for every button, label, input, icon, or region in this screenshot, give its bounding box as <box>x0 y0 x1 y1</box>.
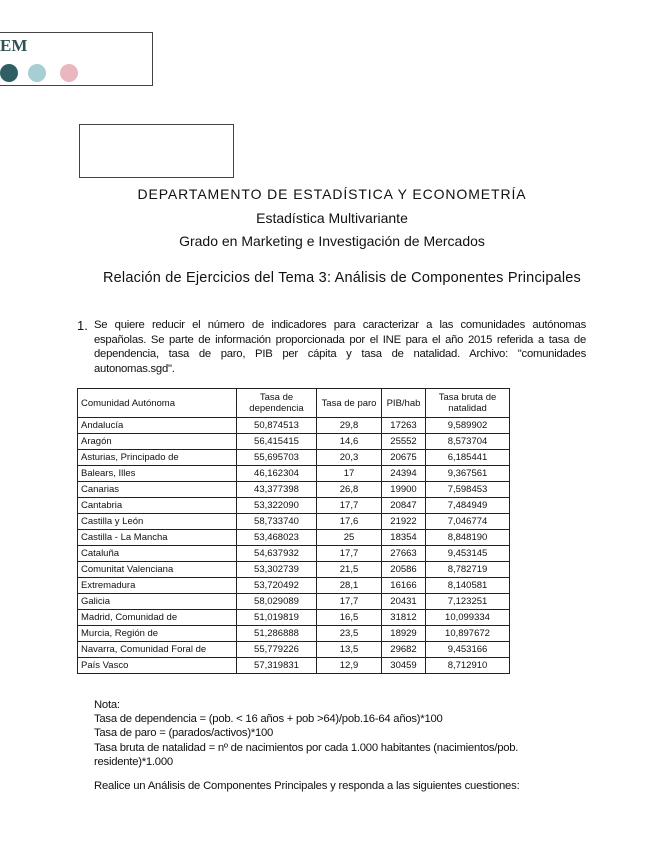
value-cell: 20675 <box>382 450 426 466</box>
value-cell: 53,720492 <box>237 578 317 594</box>
value-cell: 29682 <box>382 642 426 658</box>
value-cell: 20,3 <box>317 450 382 466</box>
logo-text: EM <box>0 36 28 55</box>
value-cell: 56,415415 <box>237 434 317 450</box>
region-name-cell: Andalucía <box>78 418 237 434</box>
value-cell: 6,185441 <box>426 450 510 466</box>
table-row <box>78 546 510 562</box>
value-cell: 29,8 <box>317 418 382 434</box>
value-cell: 20431 <box>382 594 426 610</box>
table-row <box>78 658 510 674</box>
value-cell: 7,484949 <box>426 498 510 514</box>
region-name-cell: Madrid, Comunidad de <box>78 610 237 626</box>
value-cell: 57,319831 <box>237 658 317 674</box>
value-cell: 25 <box>317 530 382 546</box>
note-line: Tasa de dependencia = (pob. < 16 años + pob >64)/pob.16-64 años)*100 <box>94 713 443 726</box>
table-body <box>78 418 510 674</box>
value-cell: 30459 <box>382 658 426 674</box>
value-cell: 10,897672 <box>426 626 510 642</box>
header-cell: Tasa de dependencia <box>237 389 317 418</box>
value-cell: 7,046774 <box>426 514 510 530</box>
region-name-cell: Asturias, Principado de <box>78 450 237 466</box>
table-row <box>78 514 510 530</box>
value-cell: 21922 <box>382 514 426 530</box>
region-name-cell: Comunitat Valenciana <box>78 562 237 578</box>
region-name-cell: Galicia <box>78 594 237 610</box>
exercise-number: 1. <box>77 318 88 333</box>
table-row <box>78 562 510 578</box>
value-cell: 17,7 <box>317 546 382 562</box>
data-table <box>77 388 510 674</box>
table-row <box>78 642 510 658</box>
region-name-cell: Aragón <box>78 434 237 450</box>
table-row <box>78 498 510 514</box>
region-name-cell: Navarra, Comunidad Foral de <box>78 642 237 658</box>
region-name-cell: Castilla y León <box>78 514 237 530</box>
value-cell: 55,695703 <box>237 450 317 466</box>
table-row <box>78 626 510 642</box>
value-cell: 14,6 <box>317 434 382 450</box>
value-cell: 58,733740 <box>237 514 317 530</box>
value-cell: 51,286888 <box>237 626 317 642</box>
table-row <box>78 610 510 626</box>
relation-title: Relación de Ejercicios del Tema 3: Análisis de Componentes Principales <box>103 270 581 286</box>
value-cell: 8,712910 <box>426 658 510 674</box>
value-cell: 17,7 <box>317 594 382 610</box>
table-header-row <box>78 389 510 418</box>
table-row <box>78 482 510 498</box>
value-cell: 13,5 <box>317 642 382 658</box>
notes-block <box>94 698 589 769</box>
instruction-text: Realice un Análisis de Componentes Principales y responda a las siguientes cuestiones: <box>94 780 520 792</box>
region-name-cell: País Vasco <box>78 658 237 674</box>
value-cell: 8,848190 <box>426 530 510 546</box>
value-cell: 46,162304 <box>237 466 317 482</box>
logo-dot-pink <box>60 64 78 82</box>
value-cell: 27663 <box>382 546 426 562</box>
logo-dot-dark-teal <box>0 64 18 82</box>
region-name-cell: Balears, Illes <box>78 466 237 482</box>
table-row <box>78 418 510 434</box>
value-cell: 7,598453 <box>426 482 510 498</box>
value-cell: 28,1 <box>317 578 382 594</box>
value-cell: 7,123251 <box>426 594 510 610</box>
region-name-cell: Cataluña <box>78 546 237 562</box>
value-cell: 10,099334 <box>426 610 510 626</box>
value-cell: 31812 <box>382 610 426 626</box>
value-cell: 20586 <box>382 562 426 578</box>
region-name-cell: Extremadura <box>78 578 237 594</box>
value-cell: 8,782719 <box>426 562 510 578</box>
header-cell: Tasa de paro <box>317 389 382 418</box>
region-name-cell: Cantabria <box>78 498 237 514</box>
header-cell: Tasa bruta de natalidad <box>426 389 510 418</box>
value-cell: 25552 <box>382 434 426 450</box>
exercise-text: Se quiere reducir el número de indicadores para caracterizar a las comunidades autónomas españolas. Se parte de información proporcionada por el INE para el año 2015 referida a tasa de dependencia, tasa de paro, PIB per cápita y tasa de natalidad. Archivo: "comunidades autonomas.sgd". <box>94 319 586 375</box>
table-row <box>78 594 510 610</box>
value-cell: 24394 <box>382 466 426 482</box>
value-cell: 53,302739 <box>237 562 317 578</box>
value-cell: 53,322090 <box>237 498 317 514</box>
value-cell: 54,637932 <box>237 546 317 562</box>
value-cell: 51,019819 <box>237 610 317 626</box>
value-cell: 26,8 <box>317 482 382 498</box>
value-cell: 58,029089 <box>237 594 317 610</box>
table-row <box>78 530 510 546</box>
header-cell: PIB/hab <box>382 389 426 418</box>
value-cell: 17,7 <box>317 498 382 514</box>
value-cell: 43,377398 <box>237 482 317 498</box>
value-cell: 9,453145 <box>426 546 510 562</box>
value-cell: 50,874513 <box>237 418 317 434</box>
value-cell: 55,779226 <box>237 642 317 658</box>
value-cell: 18929 <box>382 626 426 642</box>
value-cell: 19900 <box>382 482 426 498</box>
value-cell: 17263 <box>382 418 426 434</box>
table-row <box>78 466 510 482</box>
empty-box <box>79 124 234 178</box>
value-cell: 20847 <box>382 498 426 514</box>
value-cell: 16,5 <box>317 610 382 626</box>
degree-title: Grado en Marketing e Investigación de Mercados <box>179 233 485 249</box>
value-cell: 18354 <box>382 530 426 546</box>
value-cell: 8,573704 <box>426 434 510 450</box>
value-cell: 9,589902 <box>426 418 510 434</box>
department-title: DEPARTAMENTO DE ESTADÍSTICA Y ECONOMETRÍA <box>137 186 527 202</box>
value-cell: 8,140581 <box>426 578 510 594</box>
note-line: Tasa bruta de natalidad = nº de nacimientos por cada 1.000 habitantes (nacimientos/pob. residente)*1.000 <box>94 741 519 768</box>
value-cell: 17,6 <box>317 514 382 530</box>
note-line: Tasa de paro = (parados/activos)*100 <box>94 727 274 740</box>
value-cell: 17 <box>317 466 382 482</box>
value-cell: 23,5 <box>317 626 382 642</box>
region-name-cell: Murcia, Región de <box>78 626 237 642</box>
header-cell: Comunidad Autónoma <box>78 389 237 418</box>
table-row <box>78 578 510 594</box>
table-row <box>78 434 510 450</box>
logo-dot-light-teal <box>28 64 46 82</box>
value-cell: 9,367561 <box>426 466 510 482</box>
table-row <box>78 450 510 466</box>
value-cell: 53,468023 <box>237 530 317 546</box>
value-cell: 16166 <box>382 578 426 594</box>
subject-title: Estadística Multivariante <box>256 210 408 226</box>
region-name-cell: Canarias <box>78 482 237 498</box>
value-cell: 9,453166 <box>426 642 510 658</box>
region-name-cell: Castilla - La Mancha <box>78 530 237 546</box>
value-cell: 21,5 <box>317 562 382 578</box>
notes-title: Nota: <box>94 699 120 711</box>
value-cell: 12,9 <box>317 658 382 674</box>
